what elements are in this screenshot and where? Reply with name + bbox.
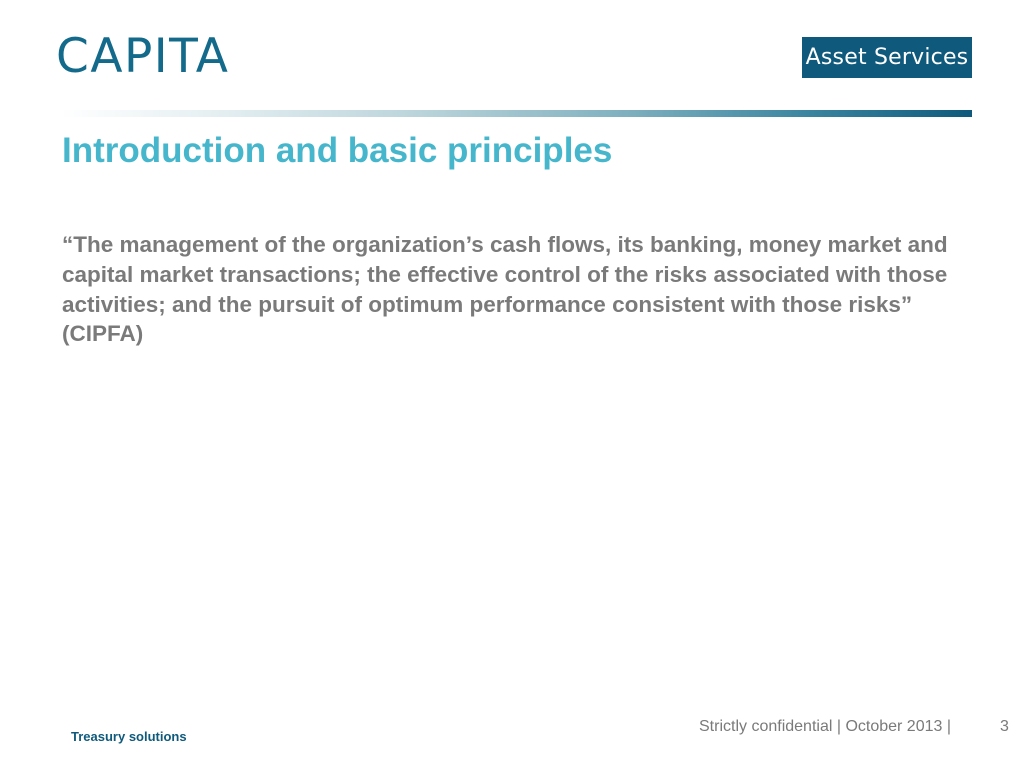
definition-quote: “The management of the organization’s cash flows, its banking, money market and capital market transactions; the effective control of the risks associated with those activities; and the pursuit of optimum performance consistent with those risks” (CIPFA) (62, 232, 948, 347)
slide-title: Introduction and basic principles (62, 131, 613, 170)
header-divider (60, 110, 972, 117)
asset-services-badge: Asset Services (802, 37, 972, 78)
page-number: 3 (1000, 718, 1009, 735)
capita-logo: CAPITA (56, 29, 230, 84)
footer-confidentiality: Strictly confidential | October 2013 | (699, 718, 951, 735)
footer-section-label: Treasury solutions (71, 729, 187, 744)
